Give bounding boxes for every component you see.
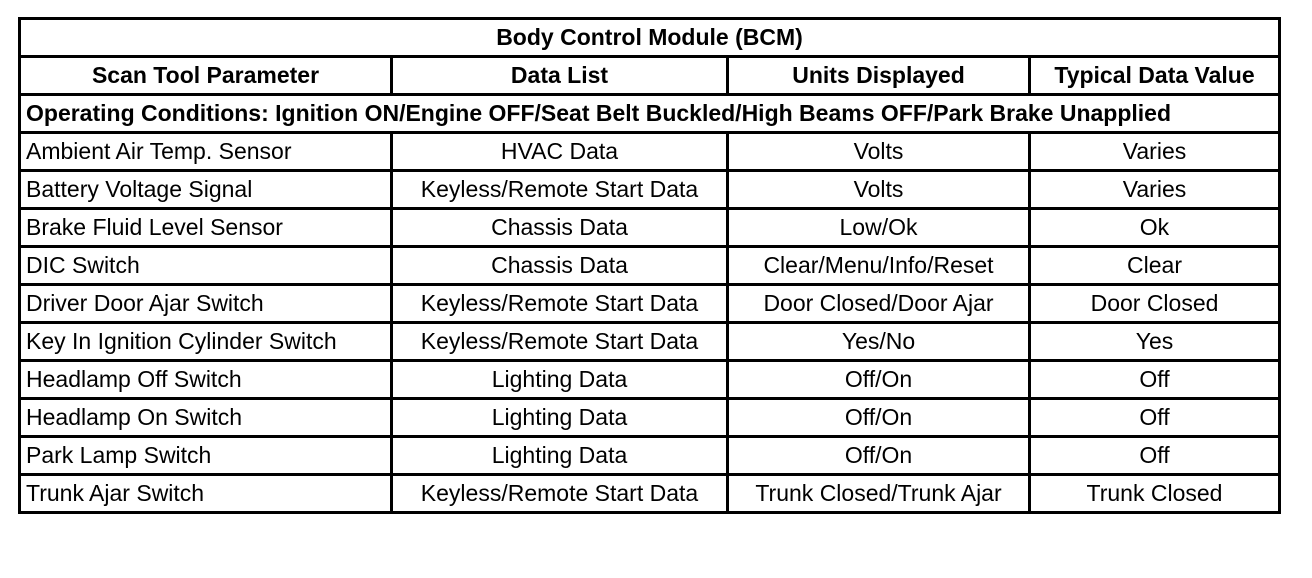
- cell-typical-value: Yes: [1030, 323, 1280, 361]
- cell-units: Clear/Menu/Info/Reset: [728, 247, 1030, 285]
- cell-units: Low/Ok: [728, 209, 1030, 247]
- cell-units: Door Closed/Door Ajar: [728, 285, 1030, 323]
- table-row: [20, 247, 1280, 285]
- cell-units: Off/On: [728, 361, 1030, 399]
- cell-parameter: Park Lamp Switch: [20, 437, 392, 475]
- cell-units: Yes/No: [728, 323, 1030, 361]
- operating-conditions: Operating Conditions: Ignition ON/Engine OFF/Seat Belt Buckled/High Beams OFF/Park Brake Unapplied: [20, 95, 1280, 133]
- table-row: [20, 361, 1280, 399]
- table-row: [20, 437, 1280, 475]
- table-row: [20, 209, 1280, 247]
- title-row: [20, 19, 1280, 57]
- cell-data-list: Lighting Data: [392, 437, 728, 475]
- table-row: [20, 285, 1280, 323]
- cell-parameter: Trunk Ajar Switch: [20, 475, 392, 513]
- cell-parameter: Headlamp Off Switch: [20, 361, 392, 399]
- cell-data-list: Keyless/Remote Start Data: [392, 475, 728, 513]
- cell-typical-value: Varies: [1030, 171, 1280, 209]
- conditions-row: [20, 95, 1280, 133]
- cell-data-list: Chassis Data: [392, 209, 728, 247]
- cell-parameter: DIC Switch: [20, 247, 392, 285]
- header-data-list: Data List: [392, 57, 728, 95]
- table-row: [20, 399, 1280, 437]
- header-typical-data-value: Typical Data Value: [1030, 57, 1280, 95]
- cell-data-list: Keyless/Remote Start Data: [392, 323, 728, 361]
- cell-typical-value: Off: [1030, 437, 1280, 475]
- cell-typical-value: Varies: [1030, 133, 1280, 171]
- table-row: [20, 323, 1280, 361]
- bcm-data-table: [18, 17, 1281, 514]
- cell-data-list: Keyless/Remote Start Data: [392, 171, 728, 209]
- header-row: [20, 57, 1280, 95]
- table-body: [20, 133, 1280, 513]
- cell-parameter: Headlamp On Switch: [20, 399, 392, 437]
- cell-units: Volts: [728, 133, 1030, 171]
- cell-typical-value: Door Closed: [1030, 285, 1280, 323]
- cell-units: Trunk Closed/Trunk Ajar: [728, 475, 1030, 513]
- cell-units: Volts: [728, 171, 1030, 209]
- cell-typical-value: Trunk Closed: [1030, 475, 1280, 513]
- cell-parameter: Brake Fluid Level Sensor: [20, 209, 392, 247]
- cell-data-list: Keyless/Remote Start Data: [392, 285, 728, 323]
- cell-typical-value: Off: [1030, 399, 1280, 437]
- cell-parameter: Ambient Air Temp. Sensor: [20, 133, 392, 171]
- table-title: Body Control Module (BCM): [20, 19, 1280, 57]
- cell-units: Off/On: [728, 399, 1030, 437]
- header-units-displayed: Units Displayed: [728, 57, 1030, 95]
- cell-parameter: Key In Ignition Cylinder Switch: [20, 323, 392, 361]
- cell-parameter: Battery Voltage Signal: [20, 171, 392, 209]
- cell-data-list: Lighting Data: [392, 361, 728, 399]
- cell-units: Off/On: [728, 437, 1030, 475]
- cell-data-list: Lighting Data: [392, 399, 728, 437]
- cell-data-list: HVAC Data: [392, 133, 728, 171]
- cell-parameter: Driver Door Ajar Switch: [20, 285, 392, 323]
- cell-typical-value: Clear: [1030, 247, 1280, 285]
- cell-typical-value: Ok: [1030, 209, 1280, 247]
- cell-data-list: Chassis Data: [392, 247, 728, 285]
- header-scan-tool-parameter: Scan Tool Parameter: [20, 57, 392, 95]
- cell-typical-value: Off: [1030, 361, 1280, 399]
- table-row: [20, 171, 1280, 209]
- table-row: [20, 133, 1280, 171]
- table-row: [20, 475, 1280, 513]
